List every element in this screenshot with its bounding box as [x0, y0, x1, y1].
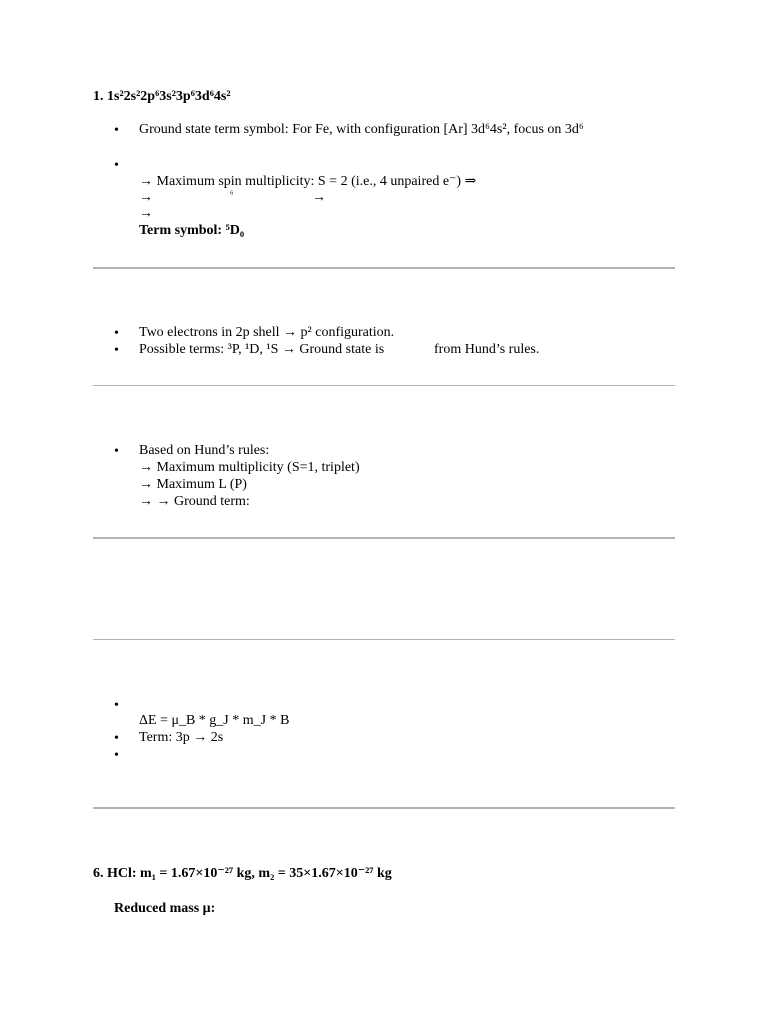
section-1-bullet-1: Ground state term symbol: For Fe, with configuration [Ar] 3d⁶4s², focus on 3d⁶: [139, 122, 584, 137]
spin-multiplicity-line: → Maximum spin multiplicity: S = 2 (i.e., 4 unpaired e⁻) ⇒: [139, 174, 477, 189]
bullet: •: [114, 731, 119, 746]
section-2-bullet-2a: Possible terms: ³P, ¹D, ¹S → Ground state is: [139, 342, 385, 357]
superscript-six: ⁶: [230, 189, 234, 200]
bullet: •: [114, 444, 119, 459]
section-3-line-4: → → Ground term:: [139, 494, 250, 509]
section-2-bullet-1: Two electrons in 2p shell → p² configuration.: [139, 325, 395, 340]
divider: [93, 385, 675, 386]
arrow: →: [139, 190, 153, 205]
divider: [93, 267, 675, 269]
arrow: →: [312, 190, 326, 205]
divider: [93, 639, 675, 640]
bullet: •: [114, 158, 119, 173]
section-1-heading: 1. 1s²2s²2p⁶3s²3p⁶3d⁶4s²: [93, 89, 231, 104]
section-3-bullet-1: Based on Hund’s rules:: [139, 443, 270, 458]
divider: [93, 807, 675, 809]
divider: [93, 537, 675, 539]
arrow: →: [139, 206, 153, 221]
bullet: •: [114, 326, 119, 341]
term-symbol: Term symbol: ⁵D₀: [139, 223, 245, 238]
bullet: •: [114, 748, 119, 763]
section-3-line-3: → Maximum L (P): [139, 477, 247, 492]
section-2-bullet-2b: from Hund’s rules.: [434, 342, 540, 357]
section-6-heading: 6. HCl: m₁ = 1.67×10⁻²⁷ kg, m₂ = 35×1.67×10⁻²⁷ kg: [93, 866, 392, 881]
section-3-line-2: → Maximum multiplicity (S=1, triplet): [139, 460, 360, 475]
bullet: •: [114, 698, 119, 713]
bullet: •: [114, 343, 119, 358]
reduced-mass-label: Reduced mass μ:: [114, 901, 216, 916]
bullet: •: [114, 123, 119, 138]
transition-term: Term: 3p → 2s: [139, 730, 224, 745]
zeeman-formula: ΔE = μ_B * g_J * m_J * B: [139, 713, 290, 728]
